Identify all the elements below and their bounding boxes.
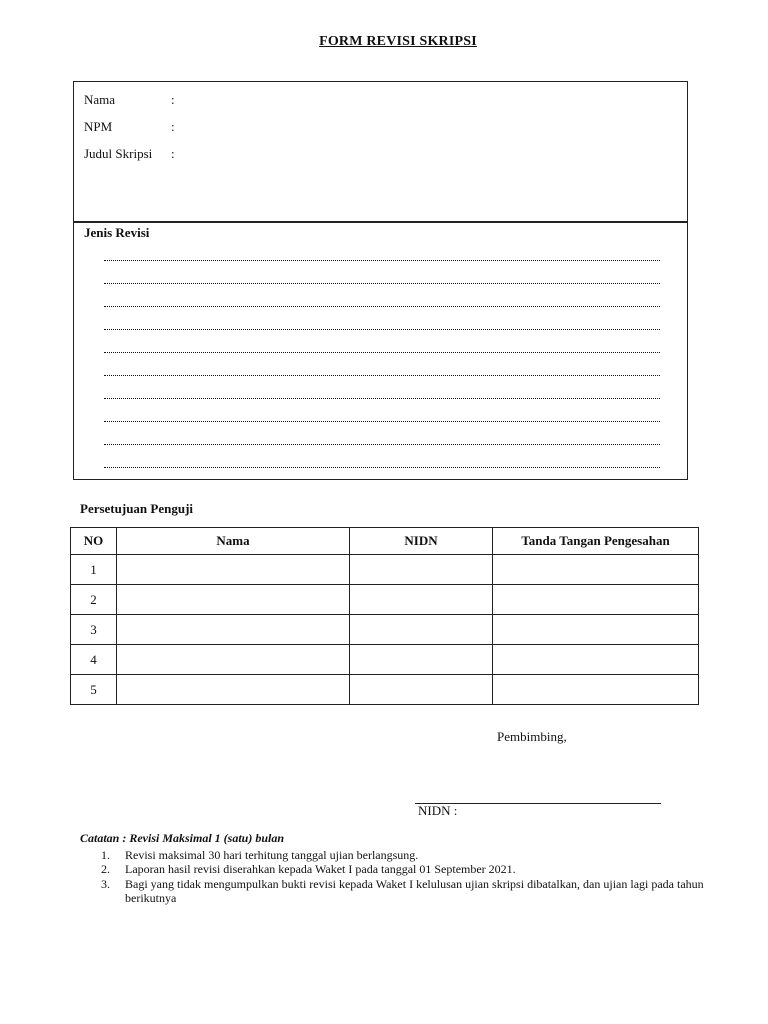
revision-dotted-line — [104, 421, 660, 422]
nama-cell[interactable] — [117, 615, 350, 645]
table-row — [71, 645, 699, 675]
npm-label: NPM — [84, 119, 113, 134]
note-number: 3. — [101, 877, 110, 891]
header-nama: Nama — [117, 528, 350, 555]
revision-dotted-line — [104, 283, 660, 284]
revision-title: Jenis Revisi — [84, 225, 150, 240]
note-number: 1. — [101, 848, 110, 862]
row-number: 3 — [71, 615, 117, 645]
row-number: 5 — [71, 675, 117, 705]
nidn-label: NIDN : — [418, 803, 458, 818]
header-nidn: NIDN — [350, 528, 493, 555]
revision-dotted-line — [104, 260, 660, 261]
nidn-cell[interactable] — [350, 585, 493, 615]
signature-cell[interactable] — [493, 645, 699, 675]
nama-cell[interactable] — [117, 555, 350, 585]
nidn-cell[interactable] — [350, 555, 493, 585]
nidn-cell[interactable] — [350, 675, 493, 705]
nama-colon: : — [171, 92, 175, 107]
pembimbing-label: Pembimbing, — [497, 729, 567, 744]
notes-title: Catatan : Revisi Maksimal 1 (satu) bulan — [80, 831, 285, 845]
revision-dotted-line — [104, 329, 660, 330]
revision-dotted-line — [104, 375, 660, 376]
revision-dotted-line — [104, 306, 660, 307]
revision-dotted-line — [104, 352, 660, 353]
nama-cell[interactable] — [117, 585, 350, 615]
table-row — [71, 585, 699, 615]
row-number: 2 — [71, 585, 117, 615]
table-row — [71, 555, 699, 585]
table-row — [71, 675, 699, 705]
revision-dotted-line — [104, 398, 660, 399]
note-text: Revisi maksimal 30 hari terhitung tanggal ujian berlangsung. — [125, 848, 419, 862]
row-number: 1 — [71, 555, 117, 585]
note-text: Laporan hasil revisi diserahkan kepada Waket I pada tanggal 01 September 2021. — [125, 862, 516, 876]
note-text: Bagi yang tidak mengumpulkan bukti revisi kepada Waket I kelulusan ujian skripsi dibatalkan, dan ujian lagi pada tahun berikutnya — [125, 877, 704, 905]
nidn-cell[interactable] — [350, 645, 493, 675]
approval-title: Persetujuan Penguji — [80, 501, 194, 516]
form-title: FORM REVISI SKRIPSI — [319, 34, 477, 49]
header-tanda-tangan: Tanda Tangan Pengesahan — [493, 528, 699, 555]
header-no: NO — [71, 528, 117, 555]
signature-cell[interactable] — [493, 555, 699, 585]
note-number: 2. — [101, 862, 110, 876]
judul-skripsi-label: Judul Skripsi — [84, 146, 153, 161]
nidn-cell[interactable] — [350, 615, 493, 645]
table-header-row — [71, 528, 699, 555]
signature-cell[interactable] — [493, 675, 699, 705]
signature-cell[interactable] — [493, 585, 699, 615]
signature-cell[interactable] — [493, 615, 699, 645]
identity-box — [73, 81, 688, 222]
revision-dotted-line — [104, 467, 660, 468]
nama-cell[interactable] — [117, 675, 350, 705]
nama-cell[interactable] — [117, 645, 350, 675]
row-number: 4 — [71, 645, 117, 675]
table-row — [71, 615, 699, 645]
judul-skripsi-colon: : — [171, 146, 175, 161]
revision-dotted-line — [104, 444, 660, 445]
nama-label: Nama — [84, 92, 116, 107]
npm-colon: : — [171, 119, 175, 134]
approval-table — [70, 527, 699, 705]
